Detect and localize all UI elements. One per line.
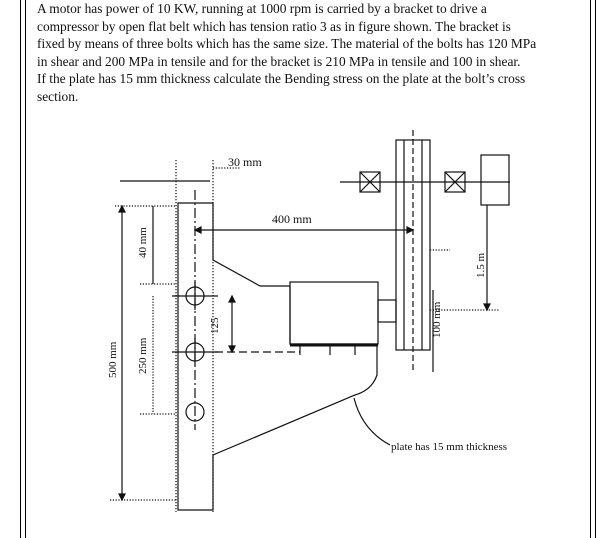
- dim-1-5-arrow: [484, 304, 490, 310]
- problem-line-6: section.: [37, 88, 79, 104]
- dim-100-label: 100 mm: [431, 301, 443, 338]
- dim-1-5-label: 1.5 m: [475, 252, 487, 278]
- dim-500-label: 500 mm: [107, 341, 119, 378]
- problem-line-3: fixed by means of three bolts which has the same size. The material of the bolts has 120 MPa: [37, 36, 537, 52]
- dim-250-label: 250 mm: [137, 337, 149, 374]
- motor-shaft-housing: [378, 300, 396, 322]
- dim-400-label: 400 mm: [272, 212, 312, 226]
- compressor-body: [481, 155, 509, 205]
- dim-500-arrow-top: [119, 206, 125, 212]
- dim-400-arrow-right: [407, 227, 413, 233]
- problem-line-2: compressor by open flat belt which has tension ratio 3 as in figure shown. The bracket is: [37, 18, 511, 34]
- problem-line-4: in shear and 200 MPa in tensile and for the bracket is 210 MPa in tensile and 100 in shear.: [37, 53, 521, 69]
- dim-400-arrow-left: [195, 227, 201, 233]
- dim-40-label: 40 mm: [137, 227, 149, 258]
- plate-thickness-note: plate has 15 mm thickness: [391, 441, 508, 453]
- dim-125-arrow-bottom: [229, 346, 235, 352]
- dim-125-label: 125: [209, 317, 221, 334]
- problem-line-5: If the plate has 15 mm thickness calculate the Bending stress on the plate at the bolt’s cross: [37, 71, 526, 87]
- bracket-plate: [178, 203, 377, 510]
- dim-125-arrow-top: [229, 296, 235, 302]
- problem-line-1: A motor has power of 10 KW, running at 1000 rpm is carried by a bracket to drive a: [37, 1, 487, 16]
- dim-500-arrow-bottom: [119, 494, 125, 500]
- motor-body: [290, 282, 378, 344]
- dim-30-label: 30 mm: [228, 155, 262, 169]
- plate-note-leader: [354, 398, 390, 445]
